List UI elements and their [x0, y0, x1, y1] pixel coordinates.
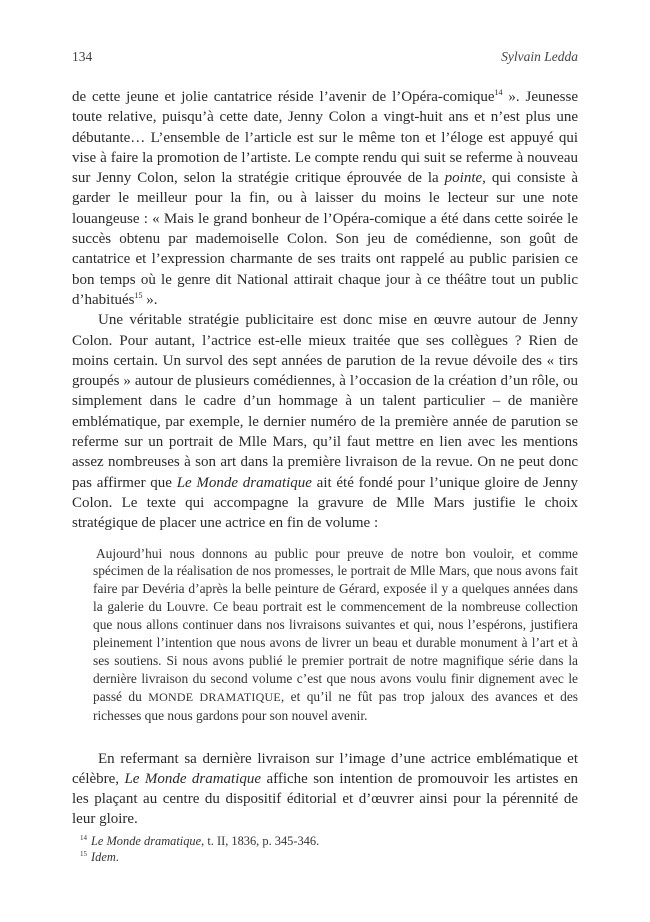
footnote: [80, 833, 578, 849]
footnote-text: .: [115, 850, 119, 864]
running-title: Sylvain Ledda: [501, 49, 578, 64]
footnote-number: 15: [80, 850, 87, 858]
block-quote: [93, 545, 578, 725]
italic-title: Le Monde dramatique: [176, 474, 312, 491]
italic-term: pointe: [444, 170, 483, 187]
paragraph: [72, 87, 578, 310]
paragraph: [72, 749, 578, 830]
text-run: ait été fondé pour l’unique gloire de Jenny Colon. Le texte qui accompagne la gravure de Mlle Mars justifie le choix stratégique de placer une actrice en fin de volume :: [72, 474, 578, 532]
footnote: [80, 849, 578, 865]
text-run: affiche son intention de promouvoir les artistes en les plaçant au centre du dispositif éditorial et d’œuvrer ainsi pour la pérennité de leur gloire.: [72, 770, 578, 828]
footnote-title: Le Monde dramatique: [91, 834, 202, 848]
footnote-text: , t. II, 1836, p. 345-346.: [201, 834, 320, 848]
text-run: ».: [142, 291, 158, 308]
text-run: ». Jeunesse toute relative, puisqu’à cette date, Jenny Colon a vingt-huit ans et n’est plus une débutante… L’ensemble de l’article est sur le même ton et l’éloge est appuyé qui vise à faire la promotion de l’artiste. Le compte rendu qui suit se referme à nouveau sur Jenny Colon, selon la stratégie critique éprouvée de la: [72, 89, 578, 187]
text-run: En refermant sa dernière livraison sur l’image d’une actrice emblématique et célèbre,: [72, 750, 578, 787]
small-caps-title: MONDE DRAMATIQUE: [148, 689, 281, 704]
running-head: [72, 49, 578, 65]
italic-title: Le Monde dramatique: [124, 770, 262, 787]
main-text: [72, 87, 578, 830]
footnote-number: 14: [80, 834, 87, 842]
page-number: 134: [72, 49, 93, 64]
text-run: Une véritable stratégie publicitaire est donc mise en œuvre autour de Jenny Colon. Pour autant, l’actrice est-elle mieux traitée que ses collègues ? Rien de moins certain. Un survol des sept années de parution de la revue dévoile des « tirs groupés » autour de plusieurs comédiennes, à l’occasion de la création d’un rôle, ou simplement dans le cadre d’un hommage à un talent particulier – de manière emblématique, par exemple, le dernier numéro de la première année de parution se referme sur un portrait de Mlle Mars, qu’il faut mettre en lien avec les mentions assez nombreuses à son art dans la première livraison de la revue. On ne peut donc pas affirmer que: [72, 312, 578, 491]
paragraph: [72, 310, 578, 533]
footnote-title: Idem: [91, 850, 116, 864]
footnote-ref: 14: [494, 88, 503, 97]
footnote-ref: 15: [134, 290, 143, 300]
footnotes: [72, 833, 578, 865]
text-run: de cette jeune et jolie cantatrice réside l’avenir de l’Opéra-comique: [72, 89, 495, 105]
text-run: Aujourd’hui nous donnons au public pour preuve de notre bon vouloir, et comme spécimen de la réalisation de nos promesses, le portrait de Mlle Mars, que nous avons fait faire par Devéria d’après la belle peinture de Gérard, exposée il y a quelques années dans la galerie du Louvre. Ce beau portrait est le commencement de la nombreuse collection que nous allons continuer dans nos livraisons suivantes et qui, nous l’espérons, justifiera pleinement l’intention que nous avons de livrer un beau et durable monument à l’art et à ses soutiens. Si nous avons publié le premier portrait de notre magnifique série dans la dernière livraison du second volume c’est que nous avons voulu finir dignement avec le passé du: [93, 545, 578, 704]
text-run: , et qu’il ne fût pas trop jaloux des avances et des richesses que nous gardons pour son nouvel avenir.: [93, 688, 578, 723]
text-run: , qui consiste à garder le meilleur pour la fin, ou à laisser du moins le lecteur sur une note louangeuse : « Mais le grand bonheur de l’Opéra-comique a été dans cette soirée le succès obtenu par mademoiselle Colon. Son jeu de comédienne, son goût de cantatrice et l’expression charmante de ses traits ont rappelé au public parisien ce bon temps où le genre dit National attirait chaque jour à ce théâtre tout un public d’habitués: [72, 170, 579, 308]
